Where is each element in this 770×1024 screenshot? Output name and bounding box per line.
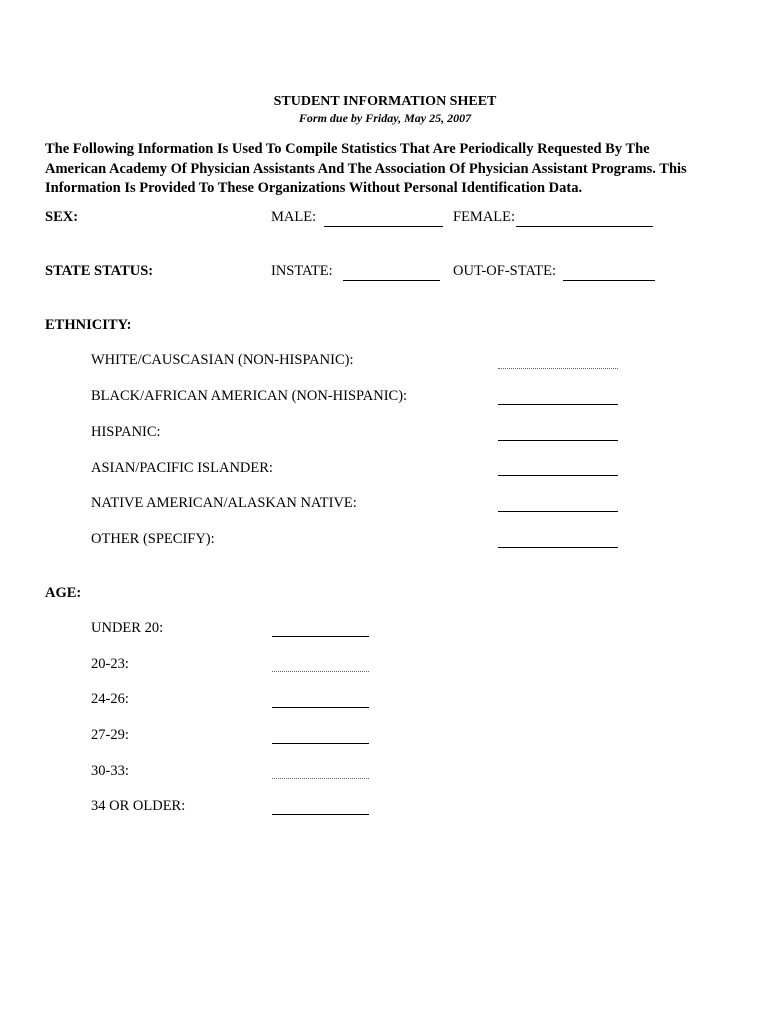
age-20-23-blank[interactable] bbox=[272, 671, 369, 672]
page-title: STUDENT INFORMATION SHEET bbox=[273, 94, 497, 109]
age-24-26-label: 24-26: bbox=[91, 691, 129, 707]
age-27-29-label: 27-29: bbox=[91, 727, 129, 743]
ethnicity-other-blank[interactable] bbox=[498, 547, 618, 548]
age-30-33-blank[interactable] bbox=[272, 778, 369, 779]
ethnicity-hispanic-blank[interactable] bbox=[498, 440, 618, 441]
age-under-20-blank[interactable] bbox=[272, 636, 369, 637]
ethnicity-native-blank[interactable] bbox=[498, 511, 618, 512]
out-of-state-label: OUT-OF-STATE: bbox=[453, 263, 557, 279]
male-blank[interactable] bbox=[324, 226, 443, 227]
ethnicity-black-label: BLACK/AFRICAN AMERICAN (NON-HISPANIC): bbox=[91, 388, 408, 404]
instate-blank[interactable] bbox=[343, 280, 440, 281]
ethnicity-white-label: WHITE/CAUSCASIAN (NON-HISPANIC): bbox=[91, 352, 354, 368]
age-34-older-blank[interactable] bbox=[272, 814, 369, 815]
age-label: AGE: bbox=[45, 585, 82, 601]
ethnicity-other-label: OTHER (SPECIFY): bbox=[91, 531, 215, 547]
ethnicity-label: ETHNICITY: bbox=[45, 317, 132, 333]
state-status-label: STATE STATUS: bbox=[45, 263, 154, 279]
intro-line-1: The Following Information Is Used To Compile Statistics That Are Periodically Requested By The bbox=[45, 141, 650, 157]
sex-label: SEX: bbox=[45, 209, 79, 225]
out-of-state-blank[interactable] bbox=[563, 280, 655, 281]
intro-line-3: Information Is Provided To These Organizations Without Personal Identification Data. bbox=[45, 180, 583, 196]
due-date-subtitle: Form due by Friday, May 25, 2007 bbox=[298, 111, 472, 125]
age-30-33-label: 30-33: bbox=[91, 763, 129, 779]
ethnicity-native-label: NATIVE AMERICAN/ALASKAN NATIVE: bbox=[91, 495, 357, 511]
ethnicity-black-blank[interactable] bbox=[498, 404, 618, 405]
age-20-23-label: 20-23: bbox=[91, 656, 129, 672]
ethnicity-hispanic-label: HISPANIC: bbox=[91, 424, 161, 440]
intro-line-2: American Academy Of Physician Assistants And The Association Of Physician Assistant Programs. This bbox=[45, 160, 687, 177]
male-label: MALE: bbox=[271, 209, 317, 225]
age-24-26-blank[interactable] bbox=[272, 707, 369, 708]
female-label: FEMALE: bbox=[453, 209, 516, 225]
ethnicity-asian-label: ASIAN/PACIFIC ISLANDER: bbox=[91, 460, 273, 476]
ethnicity-white-blank[interactable] bbox=[498, 368, 618, 369]
age-34-older-label: 34 OR OLDER: bbox=[91, 798, 186, 814]
ethnicity-asian-blank[interactable] bbox=[498, 475, 618, 476]
female-blank[interactable] bbox=[516, 226, 653, 227]
intro-paragraph bbox=[45, 140, 735, 199]
age-under-20-label: UNDER 20: bbox=[91, 620, 164, 636]
instate-label: INSTATE: bbox=[271, 263, 333, 279]
age-27-29-blank[interactable] bbox=[272, 743, 369, 744]
